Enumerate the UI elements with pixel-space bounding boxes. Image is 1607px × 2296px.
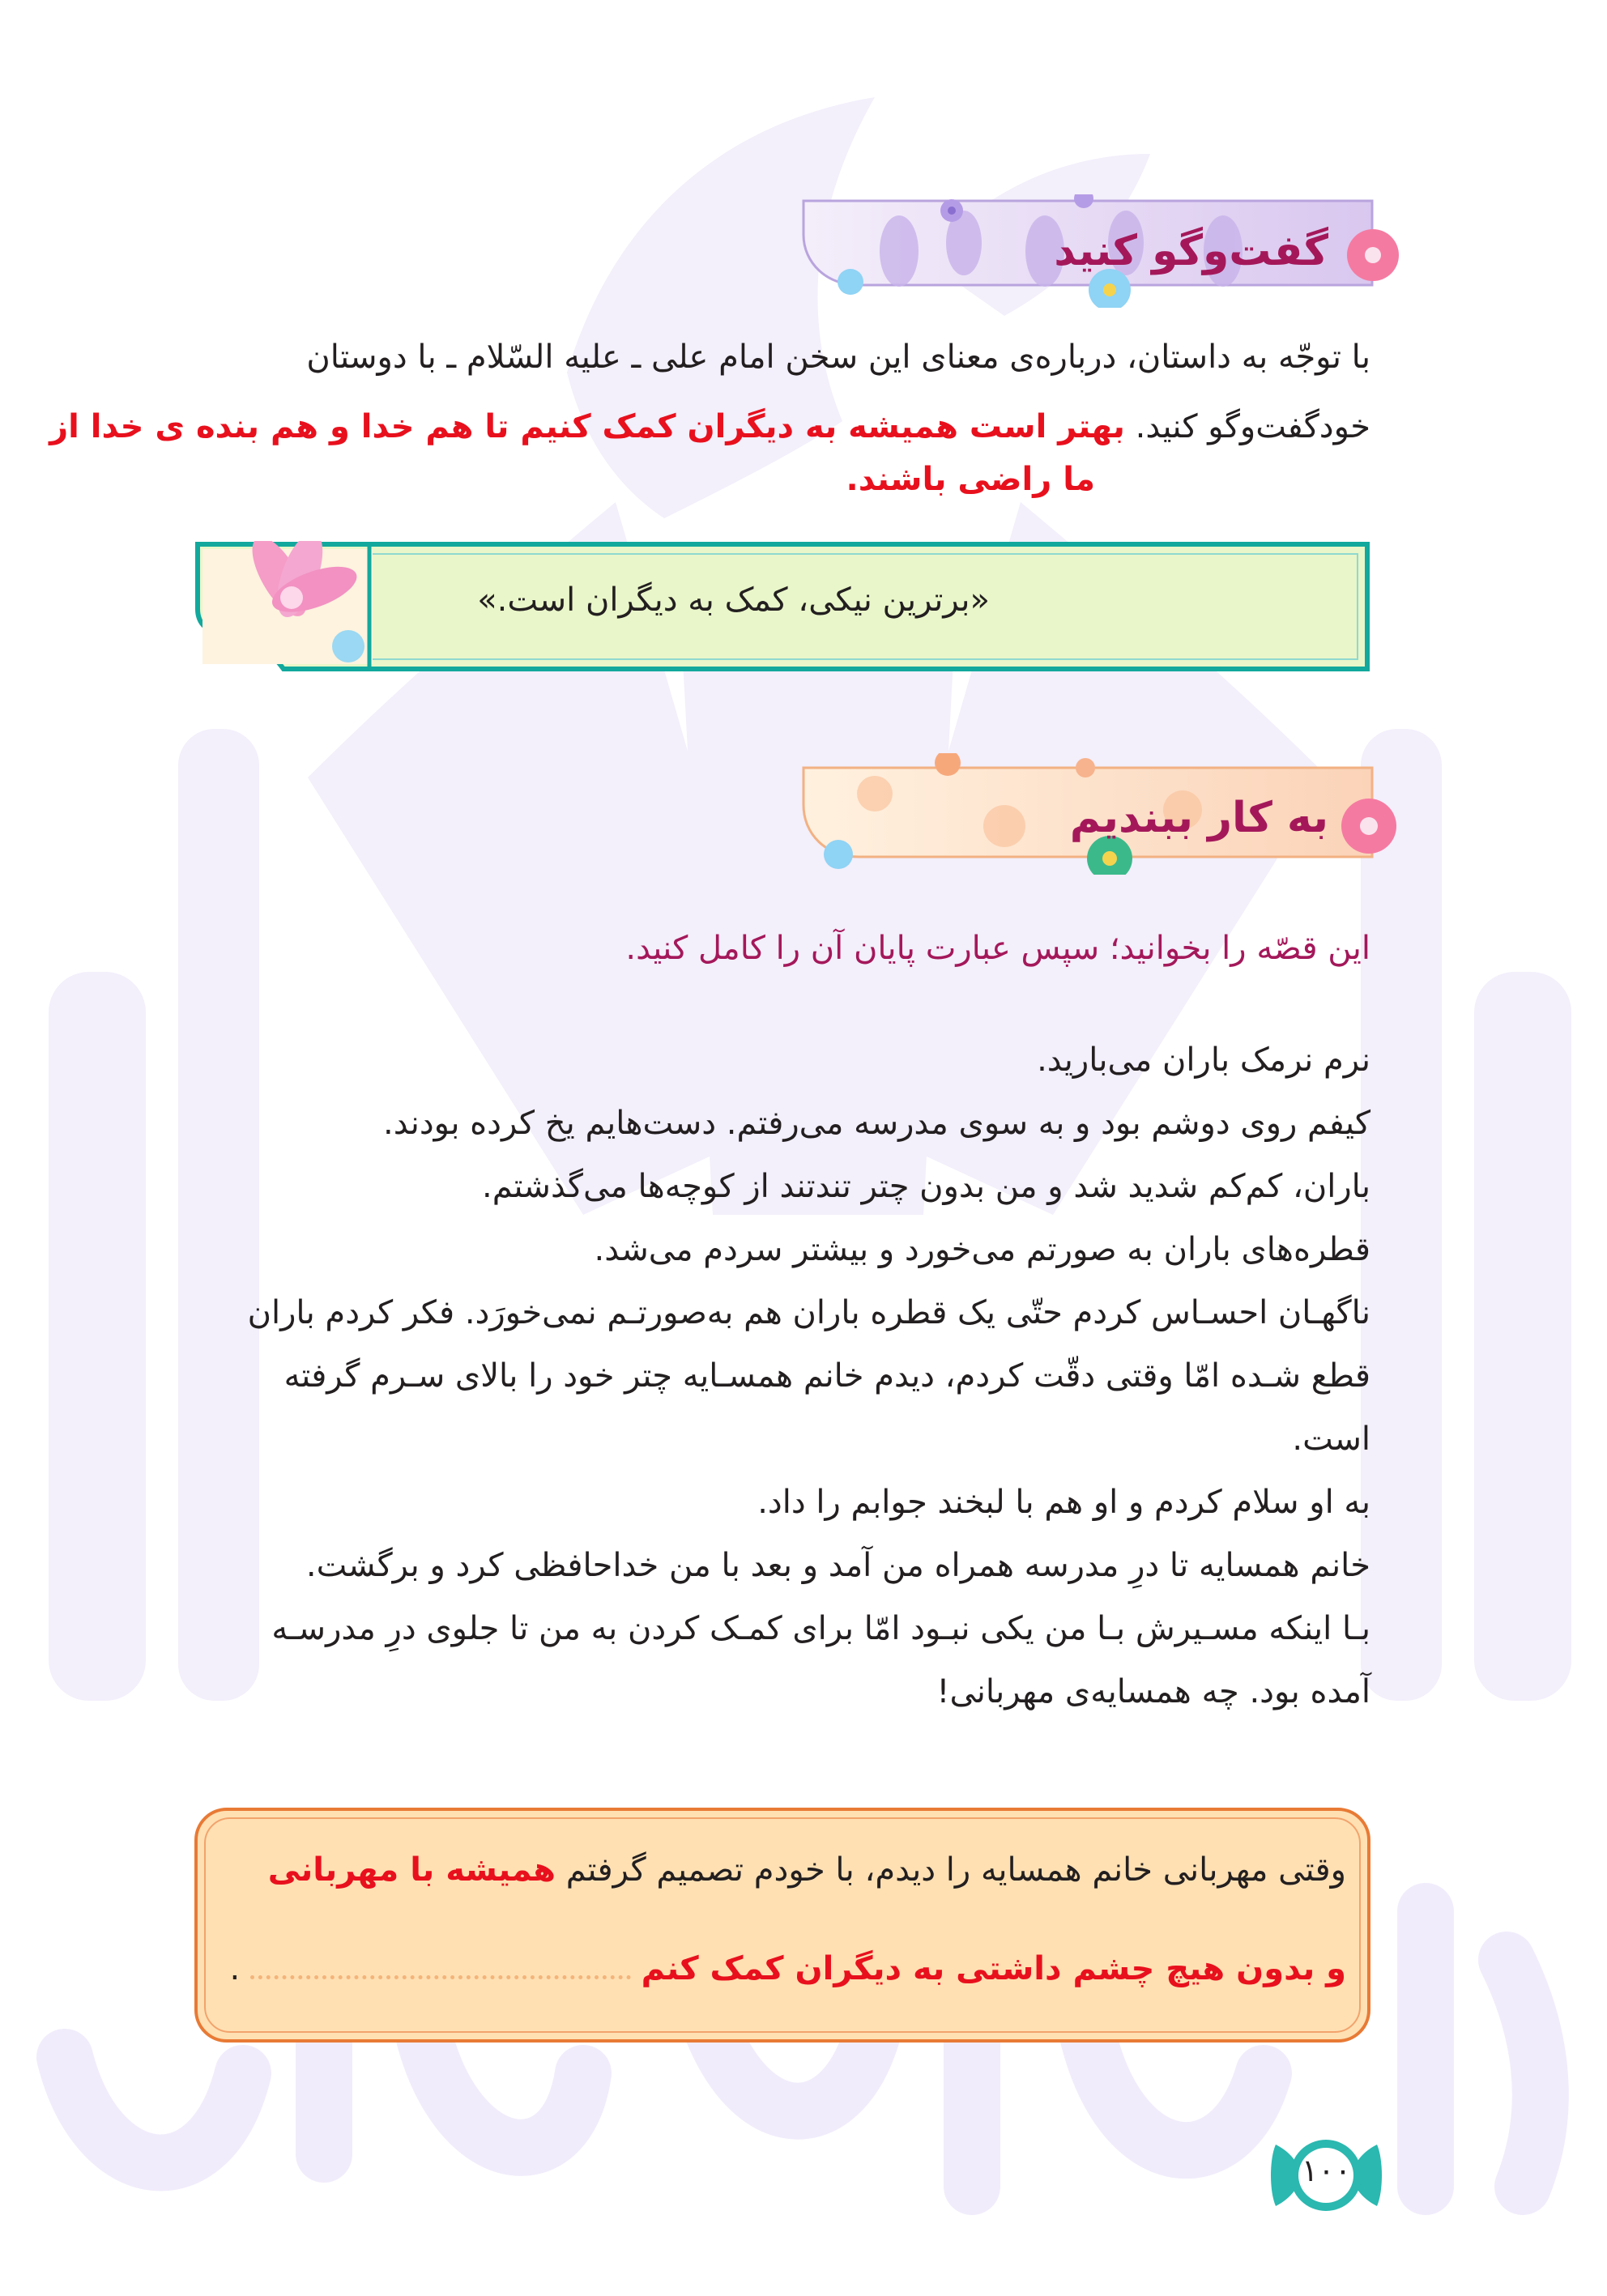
section-header-goftegoo [802, 194, 1417, 308]
paragraph-line-1: با توجّه به داستان، درباره‌ی معنای این سخن امام علی ـ علیه السّلام ـ با دوستان [306, 339, 1370, 376]
answer-text: بهتر است همیشه به دیگران کمک کنیم تا هم خدا و هم بنده ی خدا از [49, 408, 1125, 445]
paragraph-line-2-text: خودگفت‌وگو کنید. [1135, 408, 1370, 445]
story-line: کیفم روی دوشم بود و به سوی مدرسه می‌رفتم. دست‌هایم یخ کرده بودند. [383, 1105, 1370, 1142]
paragraph-line-2 [49, 392, 1370, 462]
completion-line-1 [268, 1851, 1346, 1889]
answer-text-continued: ما راضی باشند. [846, 461, 1095, 498]
story-line: به او سلام کردم و او هم با لبخند جوابم را داد. [757, 1484, 1370, 1521]
story-line: قطره‌های باران به صورتم می‌خورد و بیشتر سردم می‌شد. [594, 1231, 1370, 1268]
answer-text: همیشه با مهربانی [267, 1851, 556, 1889]
page-number-badge [1268, 2135, 1385, 2216]
story-line: ناگهـان احسـاس کردم حتّی یک قطره باران هم به‌صورتـم نمی‌خورَد. فکر کردم باران [247, 1294, 1370, 1331]
story-line: نرم نرمک باران می‌بارید. [1037, 1042, 1370, 1079]
page-number: ۱۰۰ [1301, 2153, 1352, 2188]
completion-end: . [229, 1950, 241, 1987]
fill-in-dotted-line [250, 1967, 631, 1979]
completion-prefix: وقتی مهربانی خانم همسایه را دیدم، با خودم تصمیم گرفتم [565, 1851, 1346, 1889]
story-line: باران، کم‌کم شدید شد و من بدون چتر تندتند از کوچه‌ها می‌گذشتم. [482, 1168, 1370, 1205]
answer-text: و بدون هیچ چشم داشتی به دیگران کمک کنم [641, 1950, 1346, 1987]
completion-box [194, 1808, 1370, 2043]
story-line: قطع شـده امّا وقتی دقّت کردم، دیدم خانم همسـایه چتر خود را بالای سـرم گرفته [283, 1357, 1370, 1395]
story-text [194, 1029, 1370, 1723]
instruction-text: این قصّه را بخوانید؛ سپس عبارت پایان آن را کامل کنید. [625, 930, 1370, 967]
story-line: است. [1292, 1421, 1370, 1458]
section-header-bekar-bebandim [802, 753, 1417, 875]
discussion-paragraph [49, 322, 1370, 462]
section-title: به کار ببندیم [1069, 794, 1328, 842]
story-line: آمده بود. چه همسایه‌ی مهربانی! [936, 1673, 1370, 1710]
completion-line-2 [229, 1950, 1346, 1987]
story-line: خانم همسایه تا درِ مدرسه همراه من آمد و بعد با من خداحافظی کرد و برگشت. [305, 1547, 1370, 1584]
quote-text: «برترین نیکی، کمک به دیگران است.» [477, 581, 990, 619]
story-line: بـا اینکه مسـیرش بـا من یکی نبـود امّا برای کمـک کردن به من تا جلوی درِ مدرسـه [271, 1610, 1370, 1647]
section-title: گفت‌وگو کنید [1054, 227, 1328, 275]
quote-box [194, 541, 1370, 672]
